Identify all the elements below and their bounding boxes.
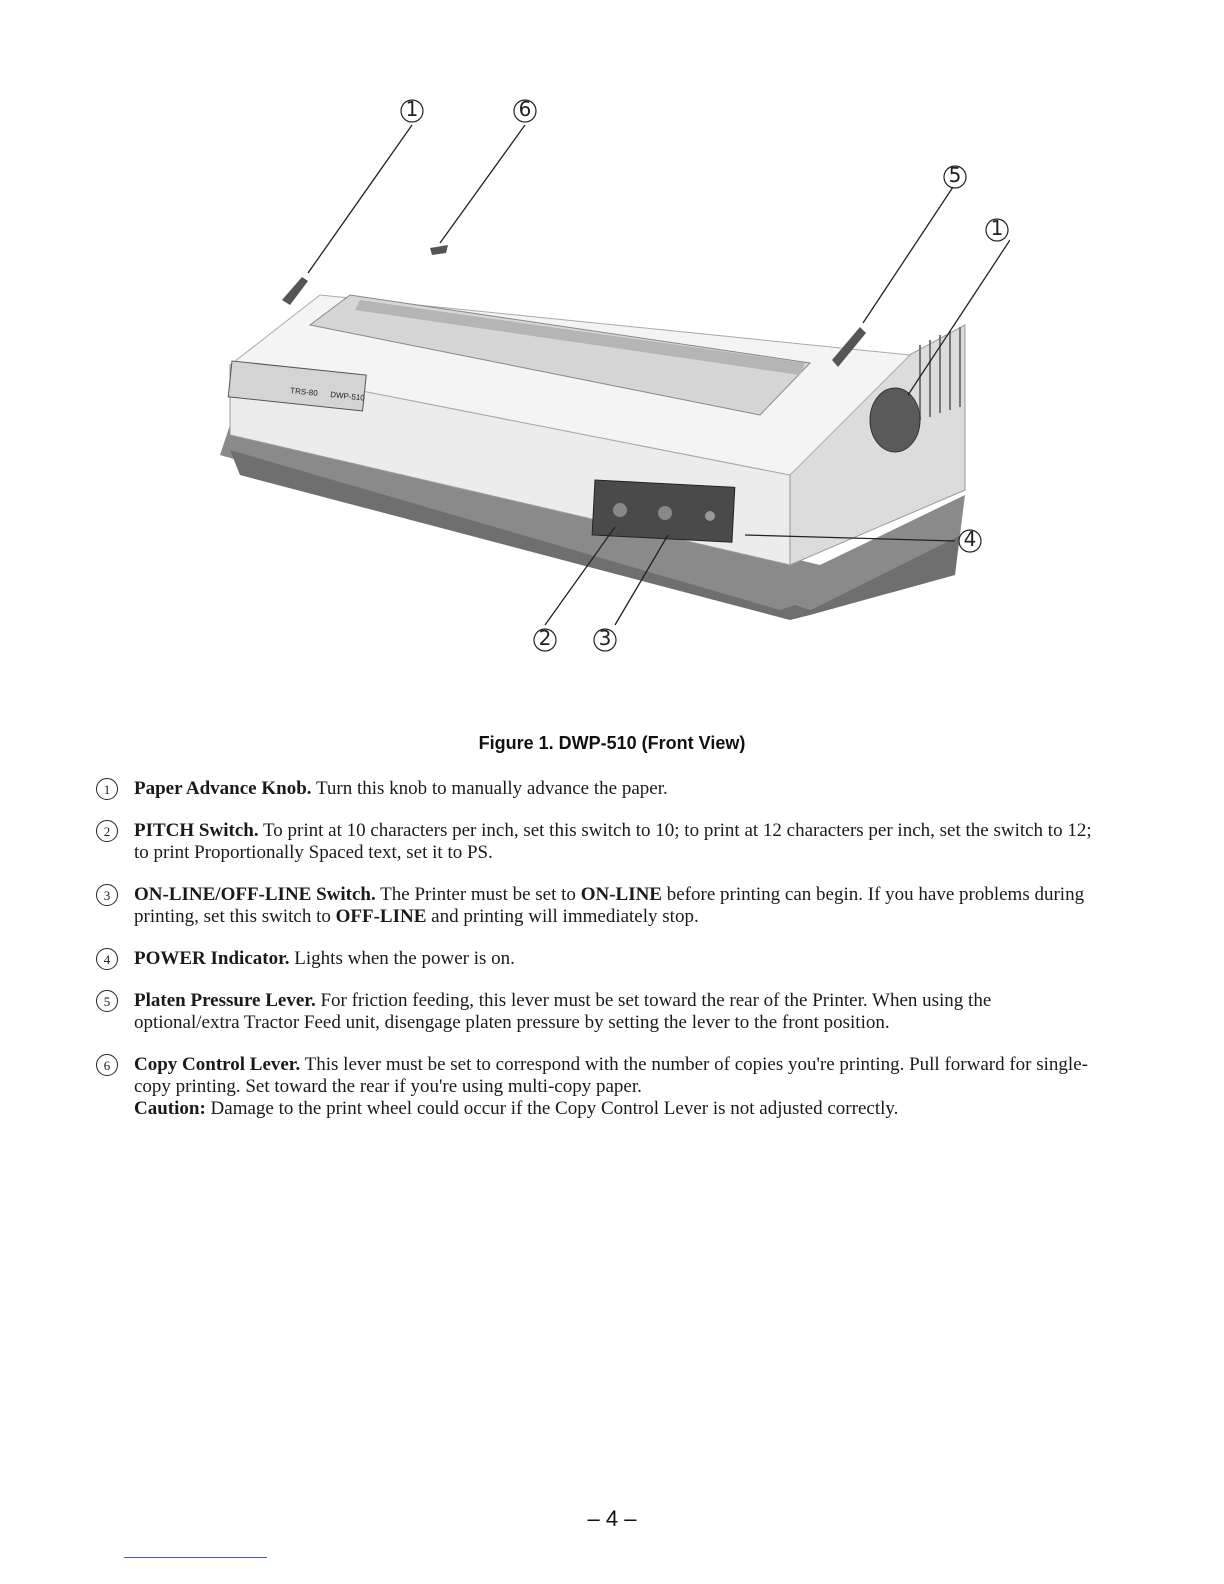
item-term: PITCH Switch. — [134, 820, 259, 841]
model-label: DWP-510 — [329, 390, 366, 403]
legend-list — [96, 778, 1096, 1140]
figure-caption: Figure 1. DWP-510 (Front View) — [478, 733, 746, 753]
svg-text:1: 1 — [405, 97, 419, 121]
item-term: Copy Control Lever. — [134, 1054, 301, 1075]
page-number: – 4 – — [587, 1506, 637, 1531]
legend-item-4 — [96, 948, 1096, 970]
item-text: before printing can begin. If you have problems during printing, set this switch to — [134, 884, 1085, 927]
item-text: Turn this knob to manually advance the paper. — [311, 778, 668, 799]
legend-item-6 — [96, 1054, 1096, 1120]
callout-5 — [944, 163, 966, 188]
callout-2 — [534, 626, 556, 651]
item-text: For friction feeding, this lever must be set toward the rear of the Printer. When using the optional/extra Tractor Feed unit, disengage platen pressure by setting the lever to the front position. — [134, 990, 992, 1033]
pitch-switch — [613, 503, 627, 517]
lever-copy-control — [430, 245, 448, 255]
leader-5 — [863, 187, 953, 323]
item-emphasis: ON-LINE — [580, 884, 662, 905]
item-term: ON-LINE/OFF-LINE Switch. — [134, 884, 376, 905]
item-text: This lever must be set to correspond with the number of copies you're printing. Pull forward for single-copy printing. Set toward the rear if you're using multi-copy paper. — [134, 1054, 1088, 1097]
svg-text:1: 1 — [990, 216, 1004, 240]
item-emphasis: OFF-LINE — [335, 906, 427, 927]
svg-text:5: 5 — [948, 163, 962, 187]
item-number: 3 — [96, 884, 118, 906]
svg-text:6: 6 — [518, 97, 532, 121]
item-number: 5 — [96, 990, 118, 1012]
badge-label: TRS-80 — [289, 386, 319, 398]
footer-rule — [124, 1557, 267, 1558]
lever-left — [282, 277, 308, 305]
svg-text:2: 2 — [538, 626, 552, 650]
callout-6 — [514, 97, 536, 122]
item-term: Platen Pressure Lever. — [134, 990, 316, 1011]
leader-1a — [308, 125, 412, 273]
item-text: To print at 10 characters per inch, set this switch to 10; to print at 12 characters per inch, set the switch to 12; to print Proportionally Spaced text, set it to PS. — [134, 820, 1092, 863]
legend-item-2 — [96, 820, 1096, 864]
item-number: 6 — [96, 1054, 118, 1076]
item-term: Paper Advance Knob. — [134, 778, 312, 799]
legend-item-3 — [96, 884, 1096, 928]
item-term: POWER Indicator. — [134, 948, 290, 969]
caution-text: Damage to the print wheel could occur if the Copy Control Lever is not adjusted correctly. — [205, 1098, 899, 1119]
legend-item-1 — [96, 778, 1096, 800]
item-text: Lights when the power is on. — [289, 948, 515, 969]
caution-label: Caution: — [134, 1098, 206, 1119]
svg-text:4: 4 — [963, 527, 977, 551]
printer-figure — [220, 95, 1010, 665]
callout-4 — [959, 527, 981, 552]
item-text: and printing will immediately stop. — [426, 906, 699, 927]
legend-item-5 — [96, 990, 1096, 1034]
online-switch — [658, 506, 672, 520]
callout-1a — [401, 97, 423, 122]
item-number: 4 — [96, 948, 118, 970]
item-text: The Printer must be set to — [375, 884, 581, 905]
callout-3 — [594, 626, 616, 651]
leader-6 — [440, 125, 525, 243]
power-indicator — [705, 511, 715, 521]
item-number: 1 — [96, 778, 118, 800]
svg-text:3: 3 — [598, 626, 612, 650]
callout-1b — [986, 216, 1008, 241]
paper-advance-knob — [870, 388, 920, 452]
item-number: 2 — [96, 820, 118, 842]
